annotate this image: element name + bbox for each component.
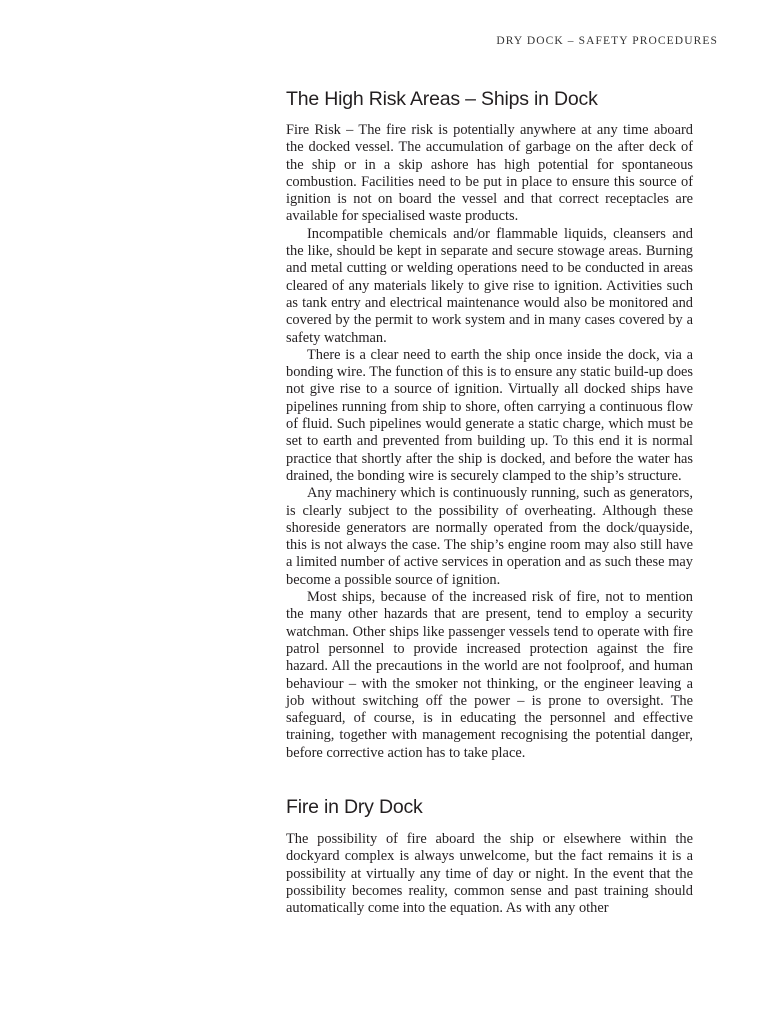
section-heading-high-risk-areas: The High Risk Areas – Ships in Dock	[286, 88, 598, 110]
section-heading-fire-in-dry-dock: Fire in Dry Dock	[286, 795, 423, 818]
body-paragraph: Fire Risk – The fire risk is potentially anywhere at any time aboard the docked vessel. The accumulation of garbage on the after deck of the ship or in a skip ashore has high potential for spontaneous combustion. Facilities need to be put in place to ensure this source of ignition is not on board the vessel and that correct receptacles are available for specialised waste products.	[286, 122, 693, 225]
body-paragraph: Most ships, because of the increased risk of fire, not to mention the many other hazards that are present, tend to employ a security watchman. Other ships like passenger vessels tend to operate with fire patrol personnel to provide increased protection against the fire hazard. All the precautions in the world are not foolproof, and human behaviour – with the smoker not thinking, or the engineer leaving a job without switching off the power – is prone to oversight. The safeguard, of course, is in educating the personnel and effective training, together with management recognising the potential danger, before corrective action has to take place.	[286, 589, 693, 761]
body-paragraph: Any machinery which is continuously running, such as generators, is clearly subject to the possibility of overheating. Although these shoreside generators are normally operated from the dock/​quayside, this is not always the case. The ship’s engine room may also still have a limited number of active services in operation and as such these may become a possible source of ignition.	[286, 485, 693, 588]
running-head: DRY DOCK – SAFETY PROCEDURES	[496, 35, 718, 47]
body-paragraph: The possibility of fire aboard the ship or elsewhere within the dockyard complex is always unwelcome, but the fact remains it is a possibility at virtually any time of day or night. In the event that the possibility becomes reality, common sense and past training should automatically come into the equation. As with any other	[286, 830, 693, 917]
body-paragraph: Incompatible chemicals and/or flammable liquids, cleansers and the like, should be kept in separate and secure stowage areas. Burning and metal cutting or welding operations need to be conducted in areas cleared of any materials likely to give rise to ignition. Activities such as tank entry and electrical maintenance would also be monitored and covered by the permit to work system and in many cases covered by a safety watchman.	[286, 225, 693, 346]
page-body	[286, 88, 693, 917]
body-paragraph: There is a clear need to earth the ship once inside the dock, via a bonding wire. The function of this is to ensure any static build-up does not give rise to a source of ignition. Virtually all docked ships have pipelines running from ship to shore, often carrying a continuous flow of fluid. Such pipelines would generate a static charge, which must be set to earth and prevented from building up. To this end it is normal practice that shortly after the ship is docked, and before the water has drained, the bonding wire is securely clamped to the ship’s structure.	[286, 346, 693, 484]
